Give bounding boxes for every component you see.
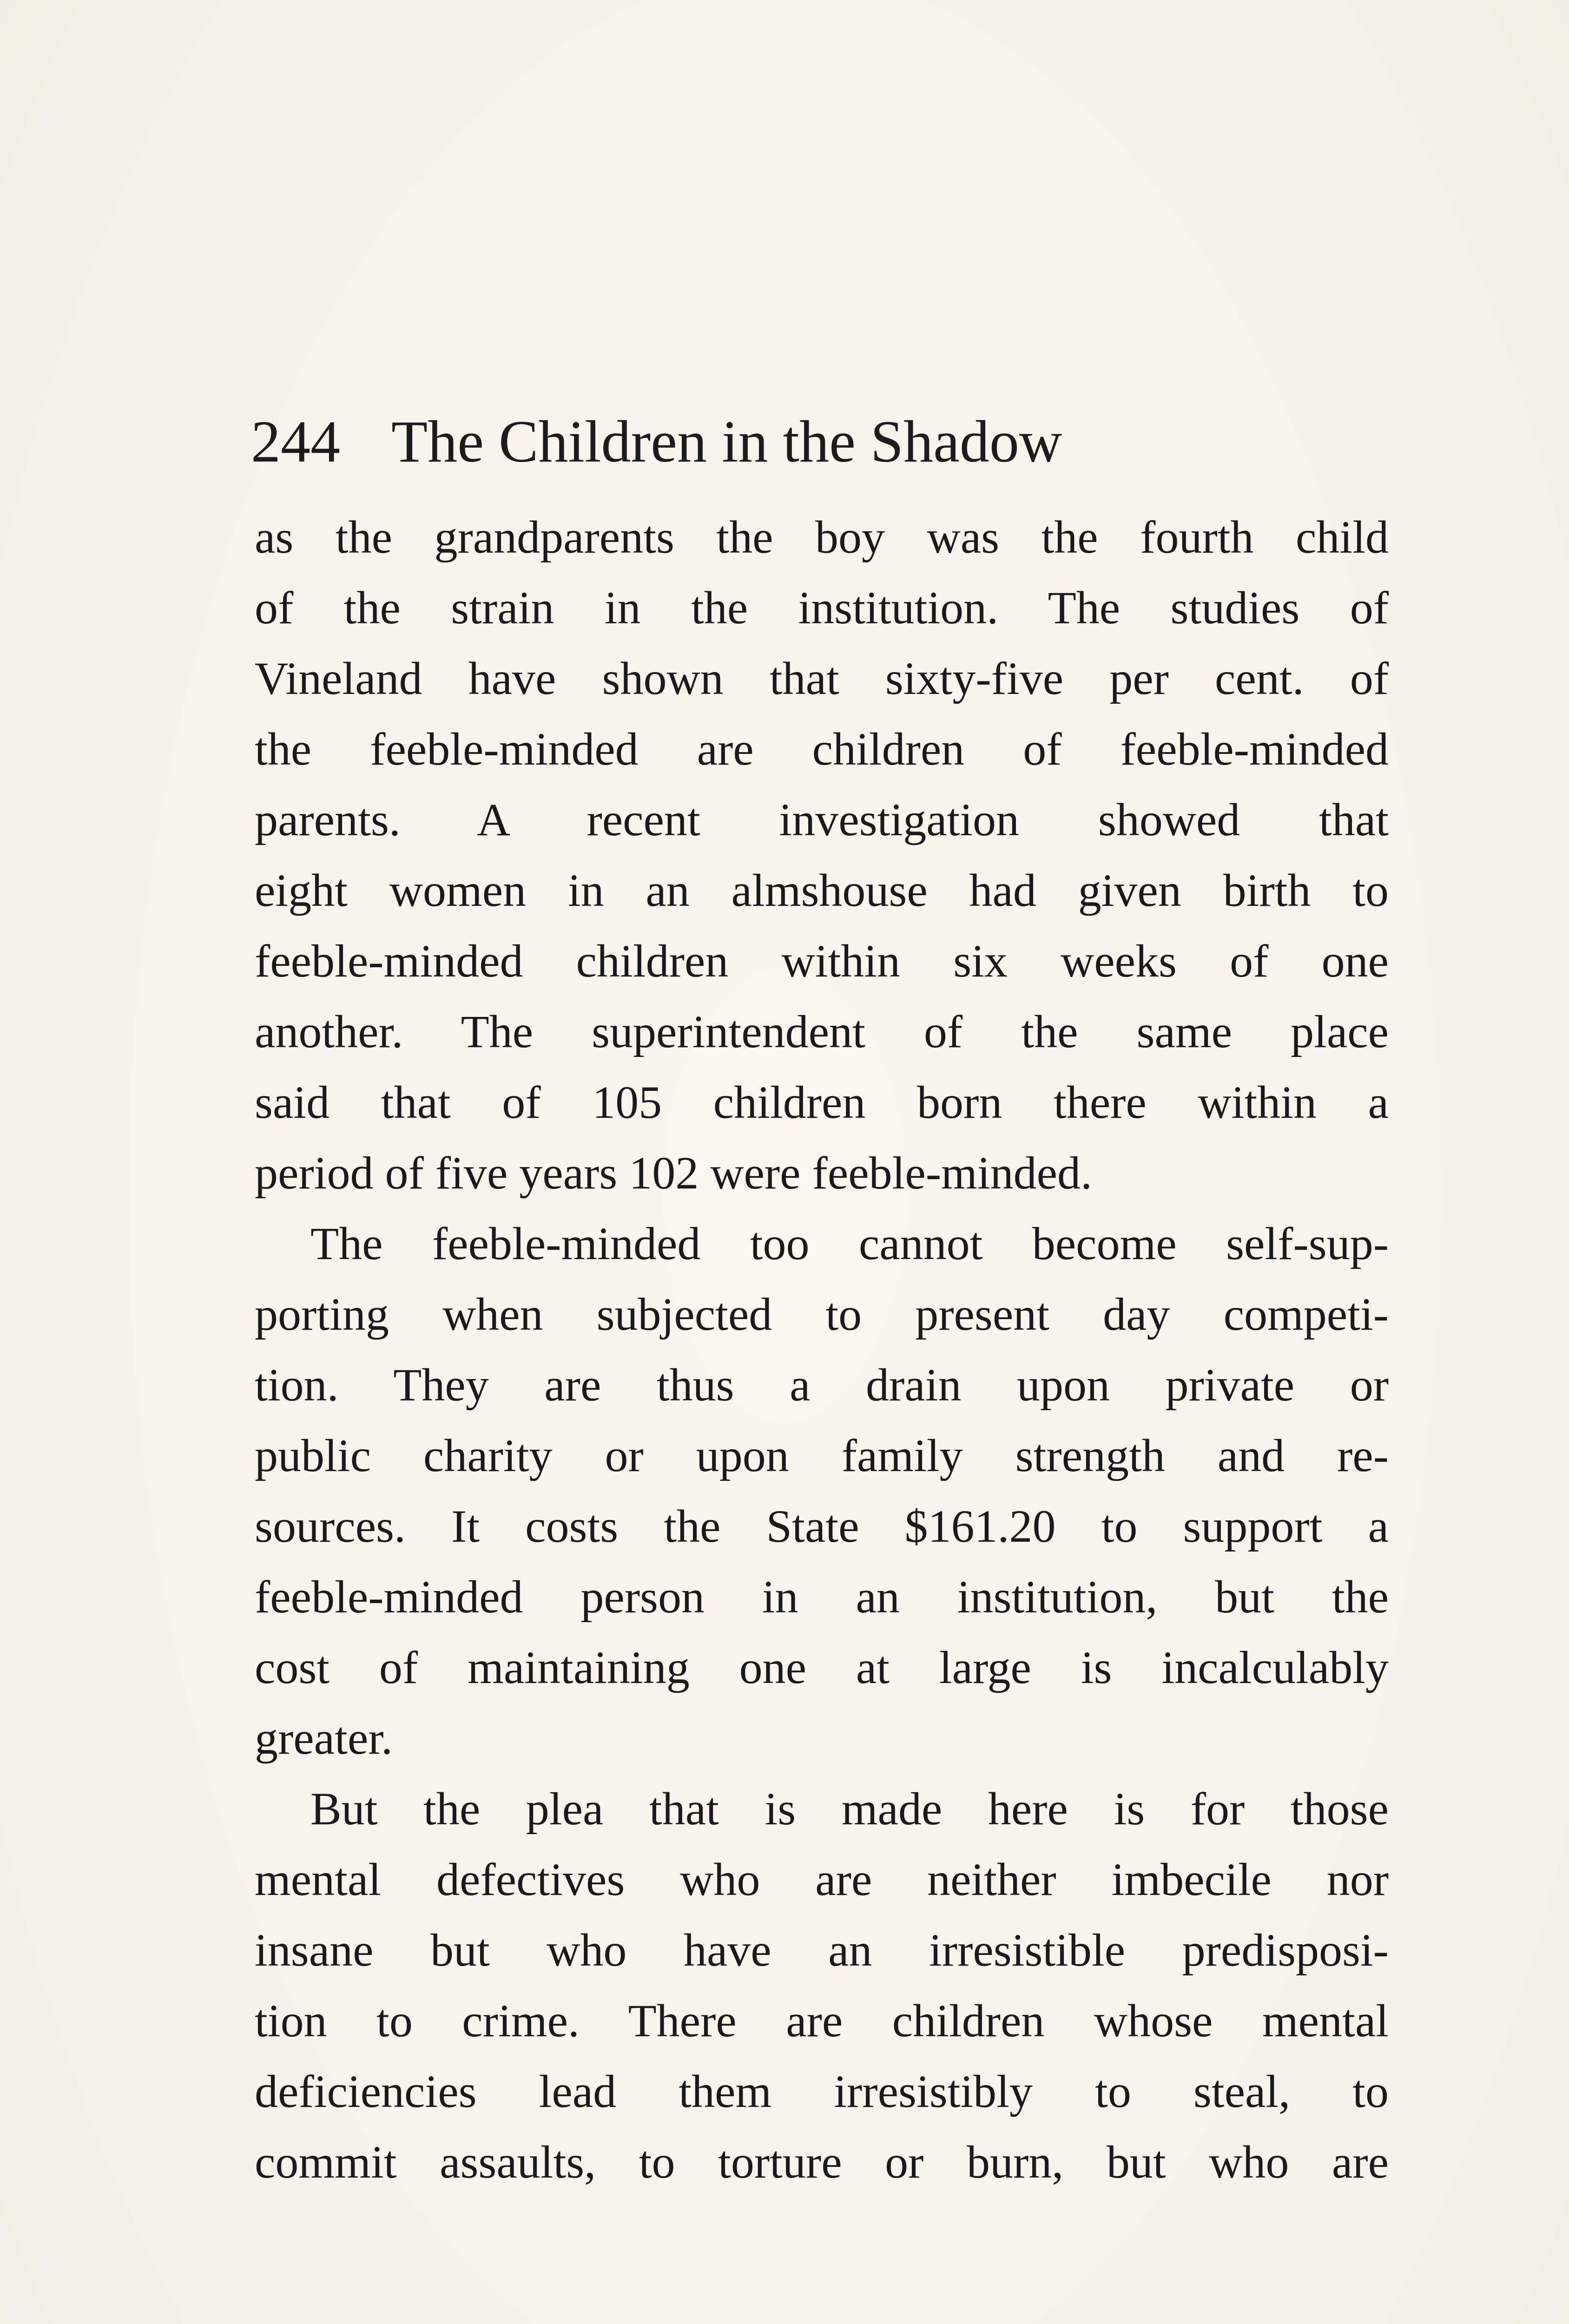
text-line: eight women in an almshouse had given birth to	[255, 865, 1389, 916]
page-number: 244	[251, 409, 340, 475]
text-line: period of five years 102 were feeble-minded.	[255, 1147, 1093, 1199]
text-line: porting when subjected to present day competi-	[255, 1288, 1389, 1340]
text-line: parents. A recent investigation showed that	[255, 794, 1389, 845]
page-header	[251, 400, 1227, 483]
body-text	[255, 502, 1389, 2198]
text-line: of the strain in the institution. The studies of	[255, 582, 1389, 634]
text-line: mental defectives who are neither imbecile nor	[255, 1854, 1389, 1905]
text-line: feeble-minded children within six weeks of one	[255, 935, 1389, 987]
text-line: tion to crime. There are children whose mental	[255, 1995, 1389, 2047]
text-line: feeble-minded person in an institution, but the	[255, 1571, 1389, 1623]
text-line: sources. It costs the State $161.20 to support a	[255, 1500, 1389, 1552]
text-line: commit assaults, to torture or burn, but who are	[255, 2136, 1389, 2188]
running-title: The Children in the Shadow	[391, 409, 1062, 475]
text-line: But the plea that is made here is for those	[310, 1783, 1389, 1835]
text-line: greater.	[255, 1712, 393, 1764]
text-line: tion. They are thus a drain upon private or	[255, 1359, 1389, 1411]
text-line: deficiencies lead them irresistibly to steal, to	[255, 2066, 1389, 2117]
text-line: public charity or upon family strength and re-	[255, 1430, 1389, 1481]
text-line: cost of maintaining one at large is incalculably	[255, 1642, 1389, 1693]
text-line: insane but who have an irresistible predisposi-	[255, 1924, 1389, 1976]
text-line: the feeble-minded are children of feeble-minded	[255, 723, 1389, 775]
text-line: The feeble-minded too cannot become self-sup-	[310, 1218, 1389, 1269]
text-line: Vineland have shown that sixty-five per cent. of	[255, 653, 1389, 704]
text-line: said that of 105 children born there within a	[255, 1076, 1389, 1128]
text-line: as the grandparents the boy was the fourth child	[255, 511, 1389, 563]
text-line: another. The superintendent of the same place	[255, 1006, 1389, 1057]
